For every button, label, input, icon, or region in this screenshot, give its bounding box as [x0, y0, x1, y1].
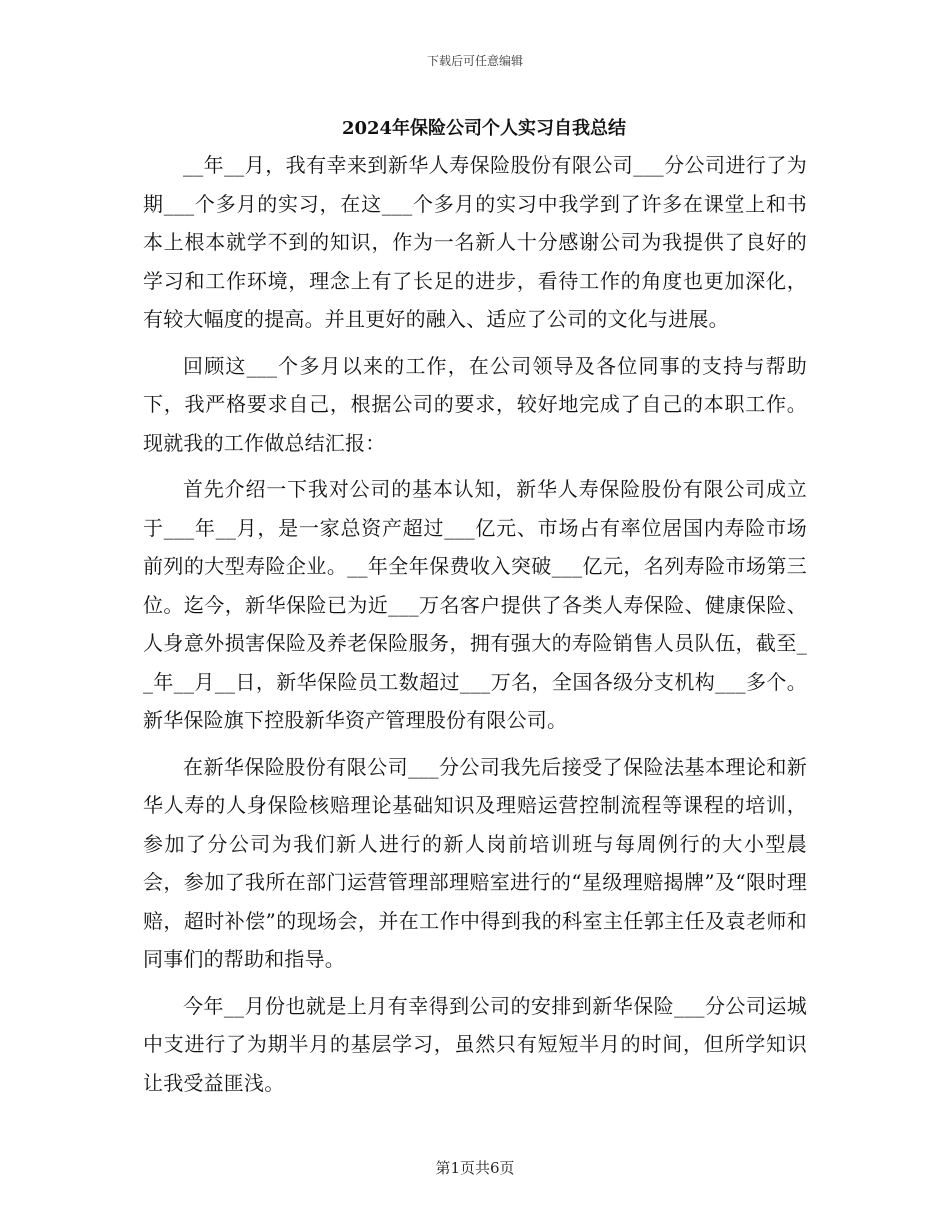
- document-title: 2024年保险公司个人实习自我总结: [341, 118, 627, 139]
- paragraph-intro: __年__月，我有幸来到新华人寿保险股份有限公司___分公司进行了为期___个多月的实习，在这___个多月的实习中我学到了许多在课堂上和书本上根本就学不到的知识，作为一名新人十分感谢公司为我提供了良好的学习和工作环境，理念上有了长足的进步，看待工作的角度也更加深化，有较大幅度的提高。并且更好的融入、适应了公司的文化与进展。: [143, 153, 807, 331]
- page-number: 第1页共6页: [435, 1159, 515, 1177]
- page-header-note: 下载后可任意编辑: [426, 54, 523, 68]
- paragraph-review: 回顾这___个多月以来的工作，在公司领导及各位同事的支持与帮助下，我严格要求自己，根据公司的要求，较好地完成了自己的本职工作。现就我的工作做总结汇报：: [143, 353, 807, 455]
- paragraph-branch-study: 今年__月份也就是上月有幸得到公司的安排到新华保险___分公司运城中支进行了为期半月的基层学习，虽然只有短短半月的时间，但所学知识让我受益匪浅。: [143, 993, 807, 1095]
- paragraph-company-overview: 首先介绍一下我对公司的基本认知，新华人寿保险股份有限公司成立于___年__月，是一家总资产超过___亿元、市场占有率位居国内寿险市场前列的大型寿险企业。__年全年保费收入突破___亿元，名列寿险市场第三位。迄今，新华保险已为近___万名客户提供了各类人寿保险、健康保险、人身意外损害保险及养老保险服务，拥有强大的寿险销售人员队伍，截至__年__月__日，新华保险员工数超过___万名，全国各级分支机构___多个。新华保险旗下控股新华资产管理股份有限公司。: [143, 477, 807, 732]
- paragraph-training: 在新华保险股份有限公司___分公司我先后接受了保险法基本理论和新华人寿的人身保险核赔理论基础知识及理赔运营控制流程等课程的培训，参加了分公司为我们新人进行的新人岗前培训班与每周例行的大小型晨会，参加了我所在部门运营管理部理赔室进行的“星级理赔揭牌”及“限时理赔，超时补偿”的现场会，并在工作中得到我的科室主任郭主任及袁老师和同事们的帮助和指导。: [143, 754, 807, 971]
- document-body: [143, 112, 807, 1110]
